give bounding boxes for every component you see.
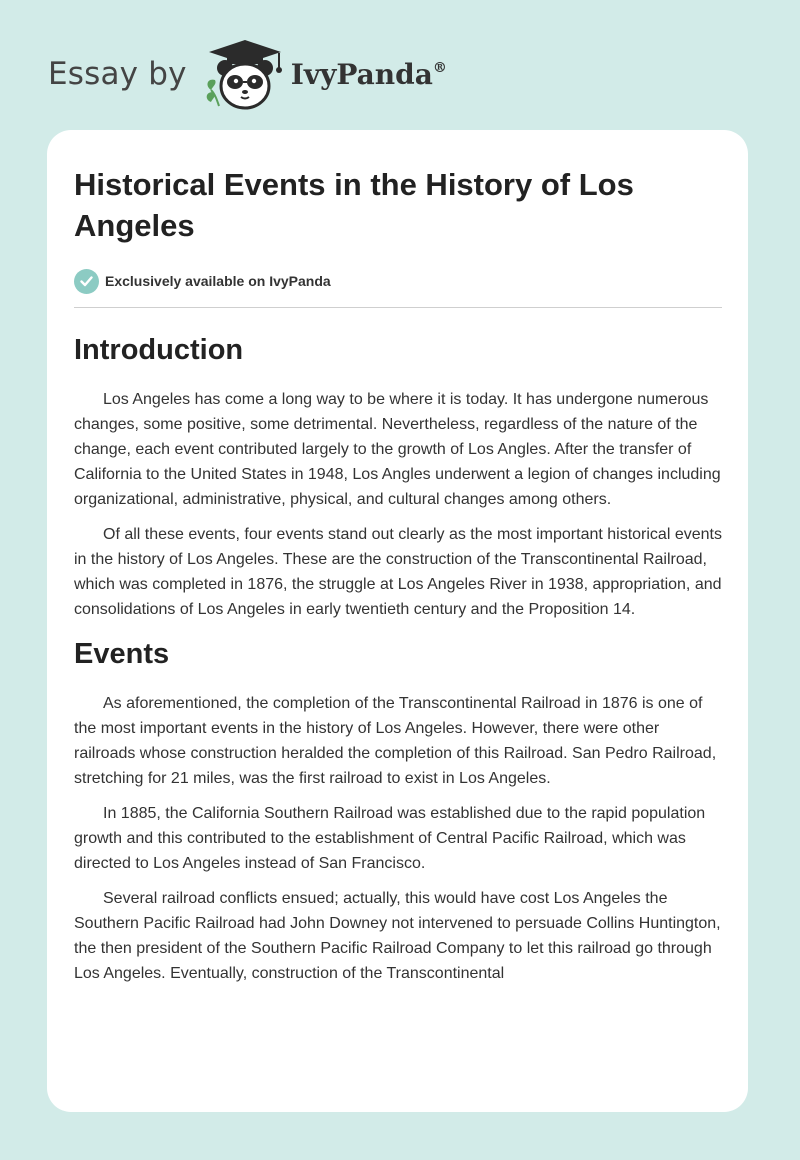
exclusive-badge xyxy=(74,268,722,294)
brand-prefix: Essay by xyxy=(48,56,187,92)
essay-card xyxy=(47,130,748,1112)
registered-mark: ® xyxy=(432,59,447,76)
essay-title: Historical Events in the History of Los Angeles xyxy=(74,167,634,243)
paragraph: In 1885, the California Southern Railroad was established due to the rapid population growth and this contributed to the establishment of Central Pacific Railroad, which was directed to Los Angeles instead of San Francisco. xyxy=(74,805,706,872)
paragraph: As aforementioned, the completion of the Transcontinental Railroad in 1876 is one of the most important events in the history of Los Angeles. However, there were other railroads whose construction heralded the completion of this Railroad. San Pedro Railroad, stretching for 21 miles, was the first railroad to exist in Los Angeles. xyxy=(74,695,717,787)
panda-graduate-logo-icon xyxy=(201,34,289,114)
paragraph: Of all these events, four events stand out clearly as the most important historical events in the history of Los Angeles. These are the construction of the Transcontinental Railroad, which was completed in 1876, the struggle at Los Angeles River in 1938, appropriation, and consolidations of Los Angeles in early twentieth century and the Proposition 14. xyxy=(74,526,722,618)
divider xyxy=(74,307,722,308)
paragraph: Los Angeles has come a long way to be where it is today. It has undergone numerous changes, some positive, some detrimental. Nevertheless, regardless of the nature of the change, each event contributed largely to the growth of Los Angles. After the transfer of California to the United States in 1948, Los Angles underwent a legion of changes including organizational, administrative, physical, and cultural changes among others. xyxy=(74,391,721,508)
check-circle-icon xyxy=(74,269,99,294)
section-heading-introduction: Introduction xyxy=(74,334,244,366)
paragraph: Several railroad conflicts ensued; actually, this would have cost Los Angeles the Southern Pacific Railroad had John Downey not intervened to persuade Collins Huntington, the then president of the Southern Pacific Railroad Company to let this railroad go through Los Angeles. Eventually, construction of the Transcontinental xyxy=(74,890,721,982)
brand-header[interactable] xyxy=(48,34,447,114)
exclusive-text: Exclusively available on IvyPanda xyxy=(105,273,331,289)
section-heading-events: Events xyxy=(74,638,170,670)
brand-name: IvyPanda® xyxy=(290,57,447,91)
